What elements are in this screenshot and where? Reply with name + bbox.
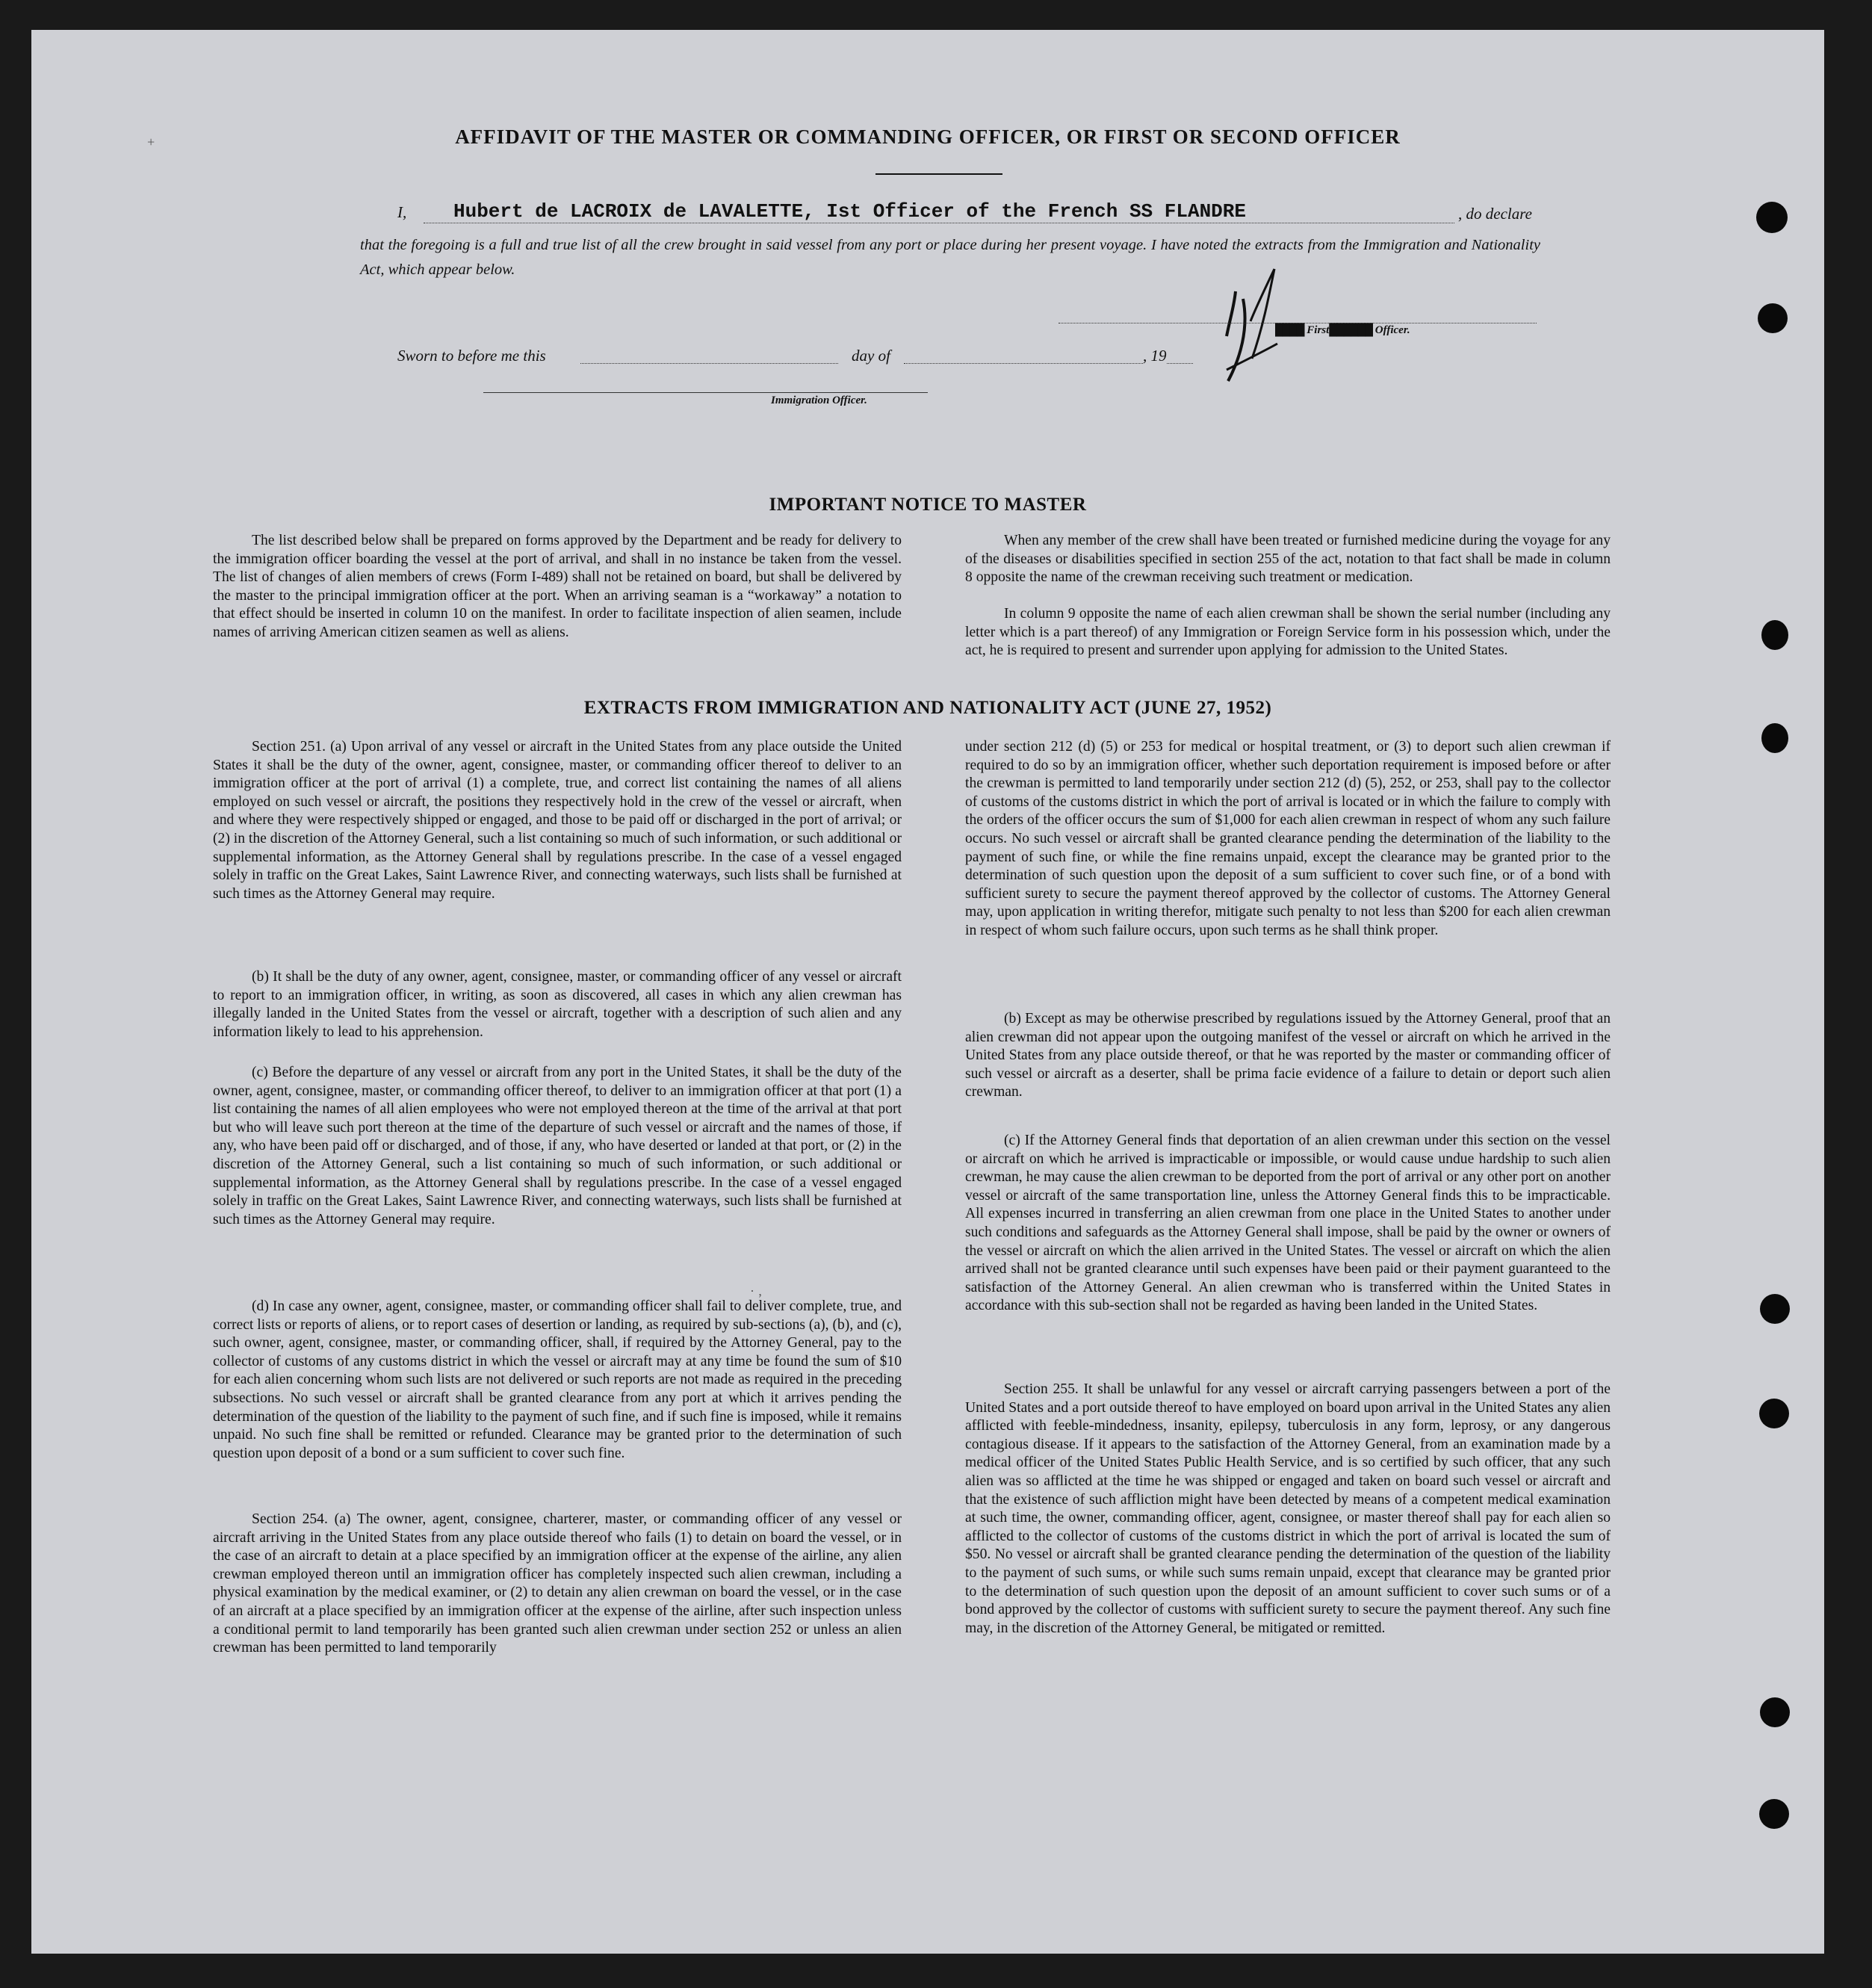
extracts-heading: EXTRACTS FROM IMMIGRATION AND NATIONALITY ACT (JUNE 27, 1952): [583, 698, 1272, 718]
handwritten-signature: [1197, 247, 1301, 388]
section-255: Section 255. It shall be unlawful for any vessel or aircraft carrying passengers between a port of the United States and a port outside thereof to have employed on board upon arrival in the United States any alien afflicted with feeble-mindedness, insanity, epilepsy, tuberculosis in any form, leprosy, or any dangerous contagious disease. If it appears to the satisfaction of the Attorney General, from an examination made by a medical officer of the United States Public Health Service, and is so certified by such officer, that any such alien was so afflicted at the time he was shipped or engaged and taken on board such vessel or aircraft and that the existence of such affliction might have been detected by means of a competent medical examination at such time, the owner, commanding officer, agent, consignee, or master thereof shall pay for each alien so afflicted to the collector of customs of the customs district in which the port of arrival is located the sum of $50. No vessel or aircraft shall be granted clearance pending the determination of the question of the liability to the payment of such sums, or while such sums remain unpaid, except that clearance may be granted prior to the determination of such question upon the deposit of an amount sufficient to cover such sums or of a bond approved by the collector of customs with sufficient surety to secure the payment thereof. Any such fine may, in the discretion of the Attorney General, be mitigated or remitted.: [965, 1381, 1611, 1636]
sworn-prefix: Sworn to before me this: [397, 347, 546, 365]
section-254-c: (c) If the Attorney General finds that deportation of an alien crewman under this section on the vessel or aircraft on which he arrived is impracticable or impossible, or would cause undue hardship to such alien crewman, he may cause the alien crewman to be deported from the port of arrival or any other port on another vessel or aircraft of the same transportation line, unless the Attorney General finds this to be impracticable. All expenses incurred in transferring an alien crewman from one place in the United States to another under such conditions and safeguards as the Attorney General shall impose, shall be paid by the owner or owners of the vessel or aircraft on which the alien arrived in the United States. The vessel or aircraft on which the alien arrived shall not be granted clearance until such expenses have been paid or their payment guaranteed to the satisfaction of the Attorney General. An alien crewman who is transferred within the United States in accordance with this sub-section shall not be regarded as having been landed in the United States.: [965, 1133, 1611, 1314]
section-254-a: Section 254. (a) The owner, agent, consignee, charterer, master, or commanding officer of any vessel or aircraft arriving in the United States from any place outside thereof who fails (1) to detain on board the vessel, or in the case of an aircraft to detain at a place specified by an immigration officer at the expense of the airline, any alien crewman employed thereon until an immigration officer has completely inspected such alien crewman, including a physical examination by the medical examiner, or (2) to detain any alien crewman on board the vessel, or in the case of an aircraft at a place specified by an immigration officer at the expense of the airline, after such inspection unless a conditional permit to land temporarily has been granted such alien crewman under section 252 or unless an alien crewman has been permitted to land temporarily: [213, 1511, 902, 1656]
punch-hole: [1761, 723, 1788, 753]
section-251-b: (b) It shall be the duty of any owner, agent, consignee, master, or commanding officer of any vessel or aircraft to report to an immigration officer, in writing, as soon as discovered, all cases in which any alien crewman has illegally landed in the United States from the vessel or aircraft, together with a description of such alien and any information likely to lead to his apprehension.: [213, 969, 902, 1040]
affidavit-page: [31, 30, 1824, 1954]
sworn-day-of: day of: [852, 347, 890, 365]
sworn-year-fill: [1167, 363, 1193, 364]
officer-label-prefix: First: [1307, 324, 1330, 336]
title-rule: [875, 173, 1002, 175]
struck-text: ████: [1275, 324, 1304, 336]
declarant-typed-name: Hubert de LACROIX de LAVALETTE, Ist Officer of the French SS FLANDRE: [453, 200, 1246, 223]
scan-mark: +: [147, 134, 155, 149]
sworn-year: , 19: [1143, 347, 1167, 365]
officer-label: [1275, 324, 1410, 337]
officer-label-suffix: Officer.: [1374, 324, 1410, 336]
immigration-officer-label: Immigration Officer.: [771, 394, 867, 406]
section-254-b: (b) Except as may be otherwise prescribed by regulations issued by the Attorney General, proof that an alien crewman did not appear upon the outgoing manifest of the vessel or aircraft on which he arrived in the United States from any place outside thereof, or that he was reported by the master or commanding officer of such vessel or aircraft as a deserter, shall be prima facie evidence of a failure to detain or deport such alien crewman.: [965, 1011, 1611, 1100]
notice-heading: IMPORTANT NOTICE TO MASTER: [769, 495, 1087, 515]
notice-left-paragraph: The list described below shall be prepared on forms approved by the Department and be ready for delivery to the immigration officer boarding the vessel at the port of arrival, and shall in no instance be taken from the vessel. The list of changes of alien members of crews (Form I-489) shall not be retained on board, but shall be delivered by the master to the principal immigration officer at the port. When an arriving seaman is a “workaway” a notation to that effect should be inserted in column 10 on the manifest. In order to facilitate inspection of alien seamen, include names of arriving American citizen seamen as well as aliens.: [213, 533, 902, 640]
sworn-month-fill: [904, 363, 1143, 364]
section-251-c: (c) Before the departure of any vessel or aircraft from any port in the United States, it shall be the duty of the owner, agent, consignee, master, or commanding officer thereof, to deliver to an immigration officer at that port (1) a list containing the names of all alien employees who were not employed thereon at the time of the arrival at that port but who will leave such port thereon at the time of the departure of such vessel or aircraft and the names of those, if any, who have been paid off or discharged, and of those, if any, who have deserted or landed at that port, or (2) in the discretion of the Attorney General, such a list containing so much of such information, or such additional or supplemental information, as the Attorney General shall by regulations prescribe. In the case of a vessel engaged solely in traffic on the Great Lakes, Saint Lawrence River, and connecting waterways, such lists shall be furnished at such times as the Attorney General may require.: [213, 1065, 902, 1227]
immigration-officer-signature-line: [483, 392, 928, 393]
section-251-d: (d) In case any owner, agent, consignee, master, or commanding officer shall fail to deliver complete, true, and correct lists or reports of aliens, or to report cases of desertion or landing, as required by sub-sections (a), (b), and (c), such owner, agent, consignee, master, or commanding officer, shall, if required by the Attorney General, pay to the collector of customs of any customs district in which the vessel or aircraft may at any time be found the sum of $10 for each alien concerning whom such lists are not delivered or such reports are not made as required in the preceding subsections. No such vessel or aircraft shall be granted clearance from any port at which it arrives pending the determination of the question of the liability to the payment of such fine, and if such fine is imposed, while it remains unpaid. No such fine shall be remitted or refunded. Clearance may be granted prior to the determination of such question upon deposit of a bond or a sum sufficient to cover such fine.: [213, 1298, 902, 1461]
punch-hole: [1761, 620, 1788, 650]
notice-right-paragraph-1: When any member of the crew shall have been treated or furnished medicine during the voyage for any of the diseases or disabilities specified in section 255 of the act, notation to that fact shall be made in column 8 opposite the name of the crewman receiving such treatment or medication.: [965, 533, 1611, 586]
section-251-a: Section 251. (a) Upon arrival of any vessel or aircraft in the United States from any place outside the United States it shall be the duty of the owner, agent, consignee, master, or commanding officer thereof to deliver to an immigration officer at the port of arrival (1) a complete, true, and correct list containing the names of all aliens employed on such vessel or aircraft, the positions they respectively hold in the crew of the vessel or aircraft, when and where they were respectively shipped or engaged, and those to be paid off or discharged in the port of arrival; or (2) in the discretion of the Attorney General, such a list containing so much of such information, or such additional or supplemental information, as the Attorney General shall by regulations prescribe. In the case of a vessel engaged solely in traffic on the Great Lakes, Saint Lawrence River, and connecting waterways, such lists shall be furnished at such times as the Attorney General may require.: [213, 739, 902, 902]
declaration-text: that the foregoing is a full and true list of all the crew brought in said vessel from any port or place during her present voyage. I have noted the extracts from the Immigration and Nationality Act, which appear below.: [360, 237, 1540, 278]
punch-hole: [1760, 1294, 1790, 1324]
sworn-day-fill: [580, 363, 838, 364]
punch-hole: [1758, 303, 1788, 333]
do-declare-text: , do declare: [1458, 205, 1532, 223]
punch-hole: [1756, 202, 1788, 233]
struck-text: ██████: [1329, 324, 1373, 336]
affidavit-title: AFFIDAVIT OF THE MASTER OR COMMANDING OFFICER, OR FIRST OR SECOND OFFICER: [455, 126, 1401, 148]
notice-right-paragraph-2: In column 9 opposite the name of each alien crewman shall be shown the serial number (including any letter which is a part thereof) of any Immigration or Foreign Service form in his possession which, under the act, he is required to present and surrender upon applying for admission to the United States.: [965, 606, 1611, 659]
declarant-prefix: I,: [397, 203, 407, 221]
section-254-a-continued: under section 212 (d) (5) or 253 for medical or hospital treatment, or (3) to deport such alien crewman if required to do so by an immigration officer, whether such deportation requirement is imposed before or after the crewman is permitted to land temporarily under section 212 (d) (5), 252, or 253, shall pay to the collector of customs of the customs district in which the port of arrival is located or in which the failure to comply with the orders of the officer occurs the sum of $1,000 for each alien crewman in respect of whom any such failure occurs. No such vessel or aircraft shall be granted clearance pending the determination of the liability to the payment of such fine, or while the fine remains unpaid, except the clearance may be granted prior to the determination of such question upon the deposit of a sum sufficient to cover such fine, or of a bond with sufficient surety to secure the payment thereof approved by the collector of customs. The Attorney General may, upon application in writing therefor, mitigate such penalty to not less than $200 for each alien crewman in respect of whom such failure occurs, upon such terms as he shall think proper.: [965, 739, 1611, 938]
scan-mark: · ‚: [750, 1283, 763, 1298]
punch-hole: [1759, 1399, 1789, 1428]
punch-hole: [1759, 1799, 1789, 1829]
punch-hole: [1760, 1697, 1790, 1727]
